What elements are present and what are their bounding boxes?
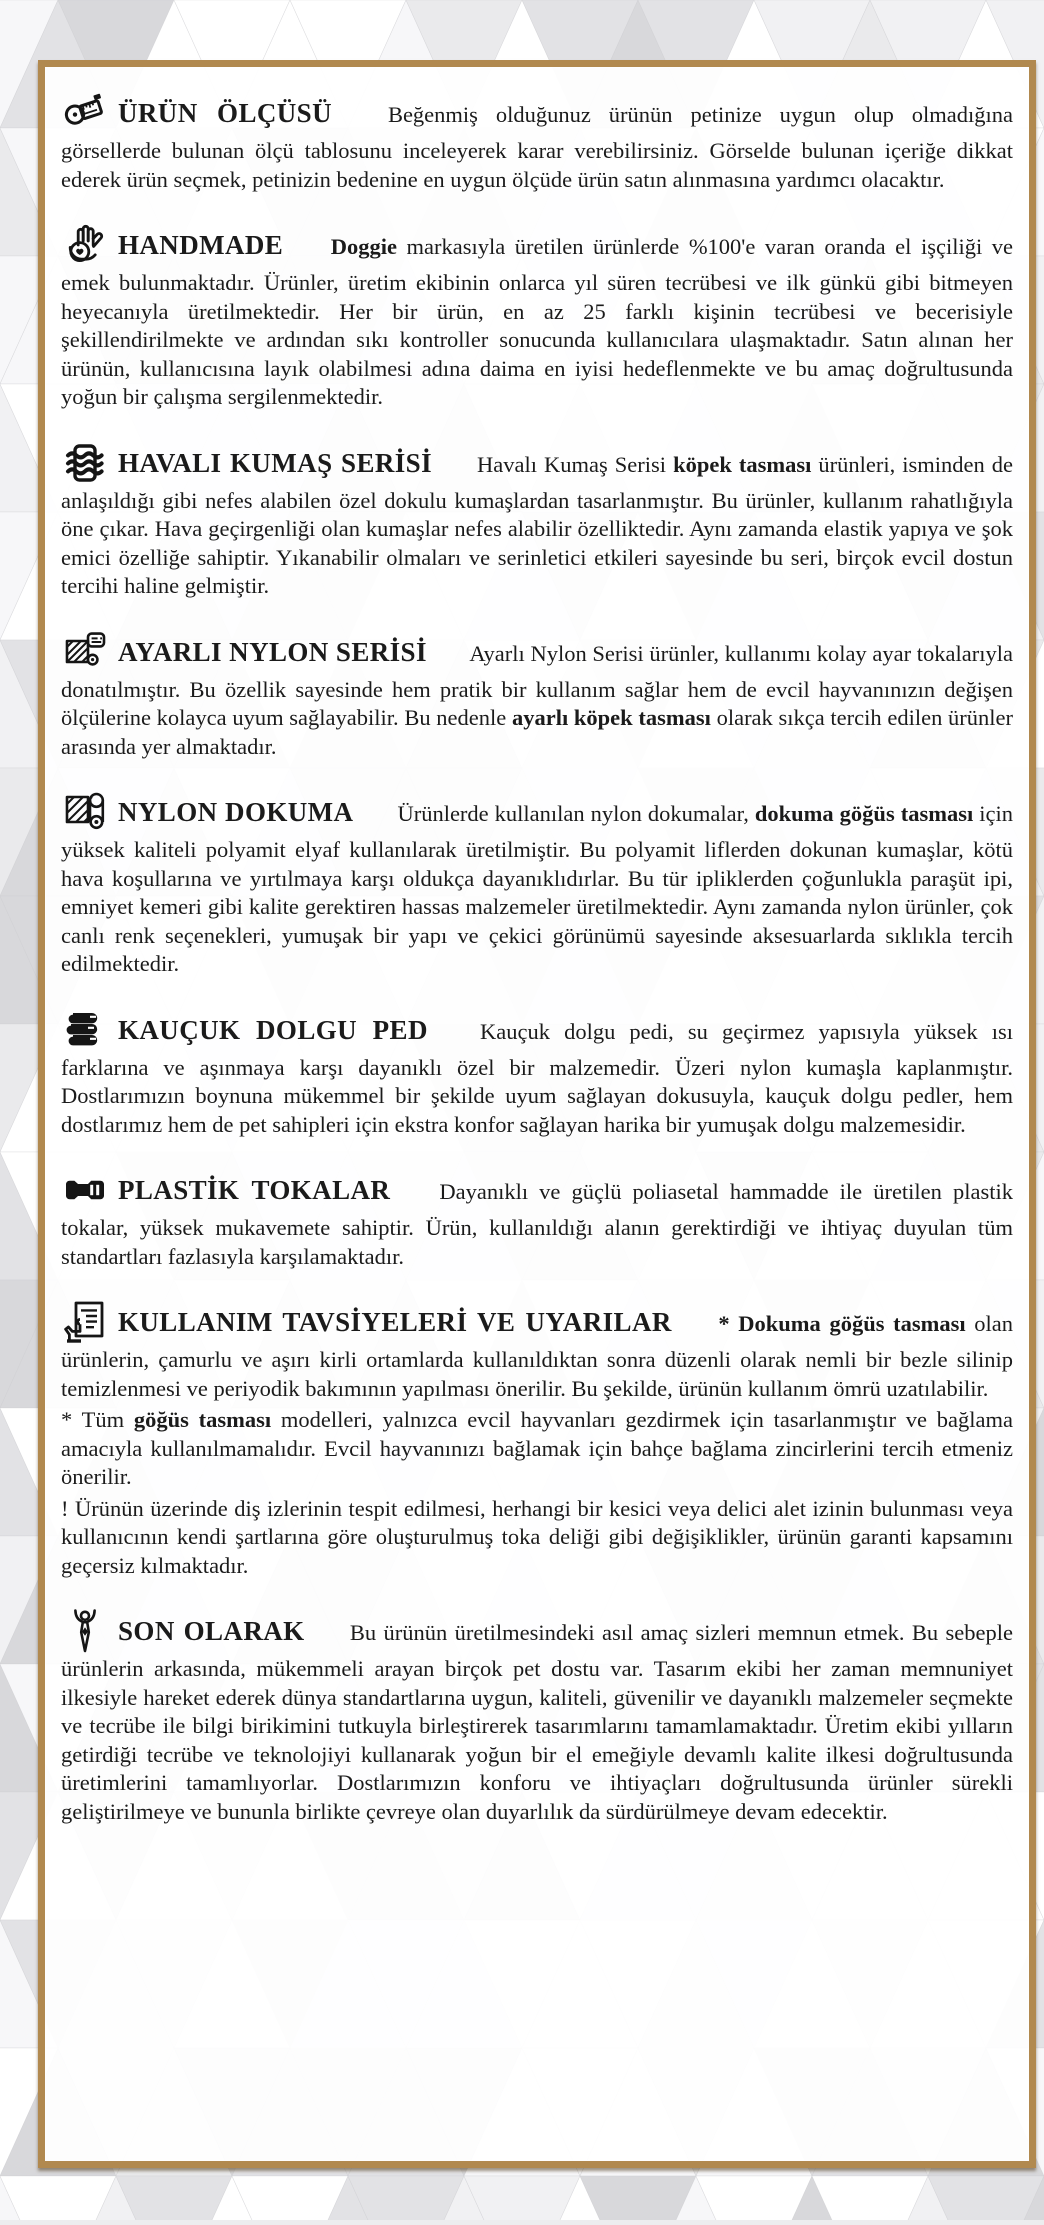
- usage-warning-document-icon: [61, 1298, 109, 1346]
- section-first-paragraph: [61, 1006, 1013, 1140]
- section-first-paragraph: [61, 1166, 1013, 1271]
- section-kaucuk-dolgu-ped: [61, 1006, 1013, 1140]
- section-title: AYARLI NYLON SERİSİ: [118, 636, 427, 667]
- section-first-paragraph: [61, 1607, 1013, 1826]
- section-paragraph: [61, 1406, 1013, 1492]
- section-havali-kumas-serisi: [61, 439, 1013, 601]
- section-title: ÜRÜN ÖLÇÜSÜ: [118, 98, 332, 128]
- section-title: SON OLARAK: [118, 1616, 305, 1646]
- body-text: Bu ürünün üretilmesindeki asıl amaç sizleri memnun etmek. Bu sebeple ürünlerin arkasında, mükemmeli arayan birçok pet dostu var. Tasarım ekibi her zaman memnuniyet ilkesiyle hareket ederek dünya standartlarına uygun, kaliteli, güvenilir ve dayanıklı malzemeler seçmekte ve tecrübe ile bilgi birikimini tutkuyla birleştirerek tasarımlarını tamamlamaktadır. Üretim ekibi yılların getirdiği tecrübe ve teknolojiyi kullanarak yoğun bir el emeğiyle devamlı kalite ilkesi doğrultusunda üretimlerini tamamlıyorlar. Dostlarımızın konforu ve ihtiyaçları doğrultusunda ürünler sürekli geliştirilmeye ve bununla birlikte çevreye olan duyarlılık da sürdürülmeye devam edecektir.: [61, 1620, 1013, 1824]
- body-text: ürünleri, isminden de anlaşıldığı gibi nefes alabilen özel dokulu kumaşlardan tasarlanmıştır. Bu ürünler, kullanım rahatlığıyla öne çıkar. Hava geçirgenliği olan kumaşlar nefes alabilir özelliktedir. Aynı zamanda elastik yapıya ve şok emici özelliğe sahiptir. Yıkanabilir olmaları ve serinletici etkileri sayesinde bu seri, birçok evcil dostun tercihi haline gelmiştir.: [61, 451, 1013, 598]
- body-text: modelleri, yalnızca evcil hayvanları gezdirmek için tasarlanmıştır ve bağlama amacıyla kullanılmamalıdır. Evcil hayvanınızı bağlamak için bahçe bağlama zincirlerini tercih etmeniz önerilir.: [61, 1407, 1013, 1489]
- section-kullanim-tavsiyeleri: [61, 1298, 1013, 1580]
- emphasized-text: köpek tasması: [673, 451, 812, 477]
- section-son-olarak: [61, 1607, 1013, 1826]
- cheering-person-icon: [61, 1607, 109, 1655]
- section-title: KAUÇUK DOLGU PED: [118, 1014, 428, 1045]
- body-text: Dayanıklı ve güçlü poliasetal hammadde ile üretilen plastik tokalar, yüksek mukavemete sahiptir. Ürün, kullanıldığı alanın gerektirdiği ve ihtiyaç duyulan tüm standartları fazlasıyla karşılamaktadır.: [61, 1179, 1013, 1269]
- emphasized-text: göğüs tasması: [133, 1407, 272, 1432]
- section-first-paragraph: [61, 89, 1013, 194]
- section-first-paragraph: [61, 628, 1013, 762]
- body-text: markasıyla üretilen ürünlerde %100'e varan oranda el işçiliği ve emek bulunmaktadır. Ürünler, üretim ekibinin onlarca yıl süren tecrübesi ve ilk günkü gibi bitmeyen heyecanıyla üretilmektedir. Her bir ürün, en az 25 farklı kişinin tecrübesi ve becerisiyle şekillendirilmekte ve ardından sıkı kontroller sonucunda kullanıcılara ulaşmaktadır. Satın alınan her ürünün, kullanıcısına layık olabilmesi adına daima en iyisi hedeflenmekte ve bu amaç doğrultusunda yoğun bir çalışma sergilenmektedir.: [61, 234, 1013, 409]
- adjustable-buckle-fabric-icon: [61, 628, 109, 676]
- rubber-pad-stack-icon: [61, 1006, 109, 1054]
- section-paragraph: [61, 1495, 1013, 1581]
- emphasized-text: dokuma göğüs tasması: [754, 801, 974, 826]
- section-title: HANDMADE: [118, 230, 284, 260]
- section-urun-olcusu: [61, 89, 1013, 194]
- body-text: için yüksek kaliteli polyamit elyaf kullanılarak üretilmiştir. Bu polyamit liflerden dokunan kumaşlar, kötü hava koşullarına ve yırtılmaya karşı oldukça dayanıklıdırlar. Bu tür ipliklerden çoğunlukla paraşüt ipi, emniyet kemeri gibi kalite gerektiren hassas malzemeler üretilmektedir. Aynı zamanda nylon ürünler, çok canlı renk seçenekleri, yumuşak bir yapı ve çekici görünümü sayesinde aksesuarlarda sıklıkla tercih edilmektedir.: [61, 801, 1013, 976]
- section-first-paragraph: [61, 788, 1013, 979]
- section-title: NYLON DOKUMA: [118, 797, 354, 827]
- product-description-panel: [38, 60, 1036, 2168]
- section-first-paragraph: [61, 439, 1013, 601]
- body-text: olarak sıkça tercih edilen ürünler arasında yer almaktadır.: [61, 705, 1013, 759]
- body-text: Beğenmiş olduğunuz ürünün petinize uygun olup olmadığına görsellerde bulunan ölçü tablosunu inceleyerek karar verebilirsiniz. Görselde bulunan içeriğe dikkat ederek ürün seçmek, petinizin bedenine en uygun ölçüde ürün satın alınmasına yardımcı olacaktır.: [61, 102, 1013, 192]
- hand-heart-icon: [61, 221, 109, 269]
- fabric-roll-icon: [61, 788, 109, 836]
- section-first-paragraph: [61, 221, 1013, 412]
- section-first-paragraph: [61, 1298, 1013, 1403]
- section-plastik-tokalar: [61, 1166, 1013, 1271]
- section-title: KULLANIM TAVSİYELERİ VE UYARILAR: [118, 1307, 672, 1337]
- emphasized-text: Doggie: [330, 234, 397, 259]
- body-text: olan ürünlerin, çamurlu ve aşırı kirli ortamlarda kullanıldıktan sonra düzenli olarak nemli bir bezle silinip temizlenmesi ve periyodik bakımının yapılması önerilir. Bu şekilde, ürünün kullanım ömrü uzatılabilir.: [61, 1311, 1013, 1401]
- body-text: Kauçuk dolgu pedi, su geçirmez yapısıyla yüksek ısı farklarına ve aşınmaya karşı dayanıklı özel bir malzemedir. Üzeri nylon kumaşla kaplanmıştır. Dostlarımızın boynuna mükemmel bir şekilde uyum sağlayan dokusuyla, kauçuk dolgu pedler, hem dostlarımız hem de pet sahipleri için ekstra konfor sağlayan harika bir yumuşak dolgu malzemesidir.: [61, 1018, 1013, 1137]
- section-title: HAVALI KUMAŞ SERİSİ: [118, 447, 432, 478]
- emphasized-text: * Dokuma göğüs tasması: [718, 1311, 966, 1336]
- emphasized-text: ayarlı köpek tasması: [511, 705, 711, 730]
- section-nylon-dokuma: [61, 788, 1013, 979]
- breathable-fabric-icon: [61, 439, 109, 487]
- body-text: * Tüm: [61, 1407, 134, 1432]
- plastic-buckle-icon: [61, 1166, 109, 1214]
- measuring-tape-icon: [61, 89, 109, 137]
- section-ayarli-nylon-serisi: [61, 628, 1013, 762]
- body-text: ! Ürünün üzerinde diş izlerinin tespit edilmesi, herhangi bir kesici veya delici alet izinin bulunması veya kullanıcının kendi şartlarına göre oluşturulmuş toka deliği gibi değişiklikler, ürünün garanti kapsamını geçersiz kılmaktadır.: [61, 1495, 1013, 1578]
- section-title: PLASTİK TOKALAR: [118, 1175, 391, 1205]
- body-text: Havalı Kumaş Serisi: [477, 451, 674, 477]
- body-text: Ayarlı Nylon Serisi ürünler, kullanımı kolay ayar tokalarıyla donatılmıştır. Bu özellik sayesinde hem pratik bir kullanım sağlar hem de evcil hayvanınızın değişen ölçülerine kolayca uyum sağlayabilir. Bu nedenle: [61, 640, 1013, 730]
- section-handmade: [61, 221, 1013, 412]
- body-text: Ürünlerde kullanılan nylon dokumalar,: [397, 801, 755, 826]
